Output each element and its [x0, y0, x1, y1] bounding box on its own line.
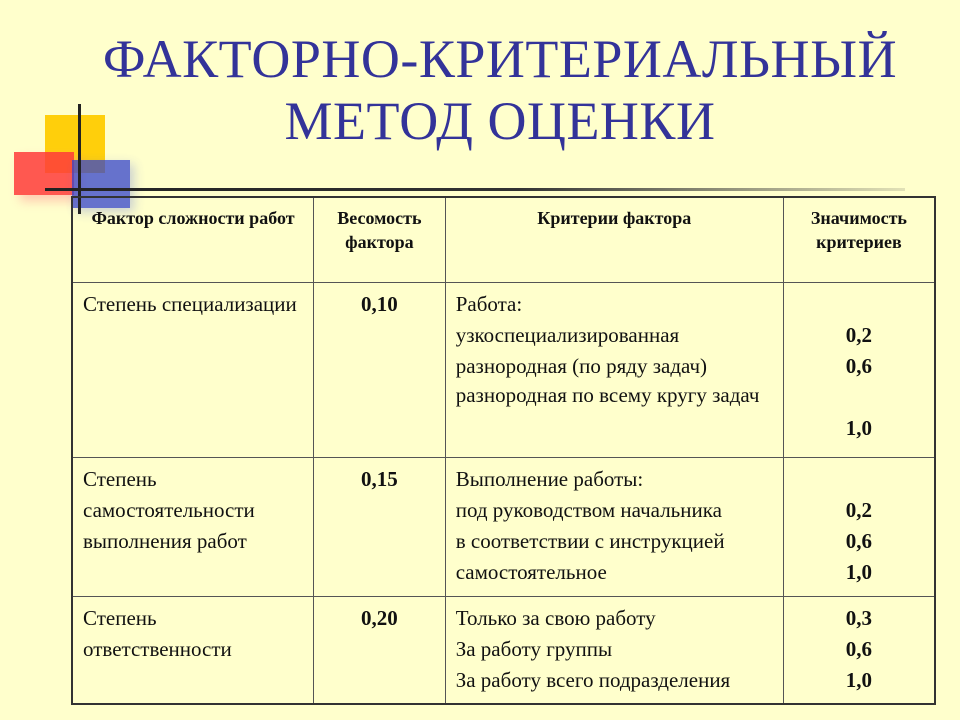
evaluation-table	[71, 196, 936, 705]
table-row	[72, 458, 935, 597]
table-row	[72, 597, 935, 705]
criteria-item: самостоятельное	[455, 560, 607, 584]
significance-value: 0,2	[845, 498, 873, 522]
criteria-heading: Работа:	[455, 292, 523, 316]
criteria-item: разнородная по всему кругу задач	[455, 383, 760, 407]
factor-cell: Степень специализации	[72, 283, 314, 458]
slide-title-line-1: ФАКТОРНО-КРИТЕРИАЛЬНЫЙ	[102, 29, 898, 89]
slide-title-line-2: МЕТОД ОЦЕНКИ	[284, 91, 716, 151]
header-factor: Фактор сложности работ	[72, 197, 314, 283]
criteria-heading: Выполнение работы:	[455, 467, 644, 491]
significance-value: 1,0	[845, 668, 873, 692]
criteria-item: За работу группы	[455, 637, 613, 661]
header-significance: Значимость критериев	[783, 197, 935, 283]
significance-value: 1,0	[845, 560, 873, 584]
table-row	[72, 283, 935, 458]
header-weight: Весомость фактора	[314, 197, 446, 283]
significance-cell	[783, 597, 935, 705]
header-criteria: Критерии фактора	[445, 197, 783, 283]
criteria-item: в соответствии с инструкцией	[455, 529, 725, 553]
criteria-item: под руководством начальника	[455, 498, 722, 522]
slide-title	[40, 28, 960, 152]
criteria-item: разнородная (по ряду задач)	[455, 354, 708, 378]
criteria-cell	[445, 283, 783, 458]
significance-cell	[783, 458, 935, 597]
criteria-cell	[445, 458, 783, 597]
weight-cell: 0,10	[314, 283, 446, 458]
significance-cell	[783, 283, 935, 458]
factor-cell: Степень самостоятельности выполнения работ	[72, 458, 314, 597]
significance-value: 0,2	[845, 323, 873, 347]
table-header-row	[72, 197, 935, 283]
weight-cell: 0,20	[314, 597, 446, 705]
criteria-item: узкоспециализированная	[455, 323, 680, 347]
criteria-item: Только за свою работу	[455, 606, 656, 630]
significance-value: 0,6	[845, 354, 873, 378]
criteria-cell	[445, 597, 783, 705]
criteria-item: За работу всего подразделения	[455, 668, 731, 692]
significance-value: 0,3	[845, 606, 873, 630]
weight-cell: 0,15	[314, 458, 446, 597]
significance-value: 0,6	[845, 529, 873, 553]
significance-value: 1,0	[845, 416, 873, 440]
significance-value: 0,6	[845, 637, 873, 661]
factor-cell: Степень ответственности	[72, 597, 314, 705]
decor-horizontal-line	[45, 188, 905, 191]
